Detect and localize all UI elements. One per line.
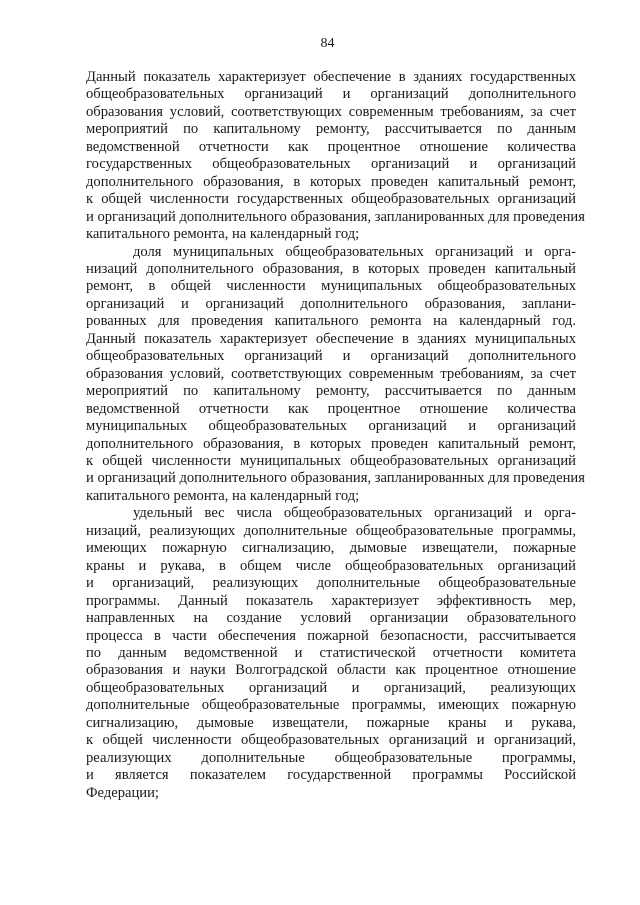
page-number: 84 bbox=[320, 36, 335, 51]
paragraph bbox=[86, 505, 576, 802]
text-line: низаций, реализующих дополнительные общеобразовательные программы, bbox=[86, 522, 576, 539]
text-line: доля муниципальных общеобразовательных организаций и орга- bbox=[133, 243, 576, 260]
paragraph bbox=[86, 69, 585, 244]
text-line: капитального ремонта, на календарный год; bbox=[86, 487, 360, 504]
text-line: к общей численности общеобразовательных организаций и организаций, bbox=[86, 732, 576, 749]
text-line: мероприятий по капитальному ремонту, рассчитывается по данным bbox=[86, 383, 576, 400]
text-line: дополнительные общеобразовательные программы, имеющих пожарную bbox=[86, 697, 576, 714]
text-line: и организаций дополнительного образования, запланированных для проведения bbox=[86, 208, 585, 225]
text-line: организаций и организаций дополнительного образования, заплани- bbox=[86, 295, 576, 312]
text-line: капитального ремонта, на календарный год; bbox=[86, 226, 360, 243]
text-line: общеобразовательных организаций и организаций, реализующих bbox=[86, 679, 576, 696]
text-line: имеющих пожарную сигнализацию, дымовые извещатели, пожарные bbox=[86, 540, 576, 557]
text-line: и является показателем государственной программы Российской bbox=[86, 767, 576, 784]
text-line: реализующих дополнительные общеобразовательные программы, bbox=[86, 749, 576, 766]
text-line: образования условий, соответствующих современным требованиям, за счет bbox=[86, 103, 576, 120]
text-line: Федерации; bbox=[86, 784, 159, 801]
text-line: дополнительного образования, в которых проведен капитальный ремонт, bbox=[86, 435, 576, 452]
text-line: и организаций дополнительного образования, запланированных для проведения bbox=[86, 470, 585, 487]
text-line: рованных для проведения капитального ремонта на календарный год. bbox=[86, 313, 576, 330]
text-line: ремонт, в общей численности муниципальных общеобразовательных bbox=[86, 278, 576, 295]
text-line: процесса в части обеспечения пожарной безопасности, рассчитывается bbox=[86, 627, 576, 644]
text-line: краны и рукава, в общем числе общеобразовательных организаций bbox=[86, 557, 576, 574]
text-line: Данный показатель характеризует обеспечение в зданиях муниципальных bbox=[86, 330, 576, 347]
text-line: образования условий, соответствующих современным требованиям, за счет bbox=[86, 365, 576, 382]
text-line: к общей численности государственных общеобразовательных организаций bbox=[86, 191, 576, 208]
text-line: и организаций, реализующих дополнительные общеобразовательные bbox=[86, 575, 576, 592]
text-line: мероприятий по капитальному ремонту, рассчитывается по данным bbox=[86, 121, 576, 138]
text-line: к общей численности муниципальных общеобразовательных организаций bbox=[86, 452, 576, 469]
text-line: удельный вес числа общеобразовательных организаций и орга- bbox=[133, 505, 576, 522]
text-line: дополнительного образования, в которых проведен капитальный ремонт, bbox=[86, 173, 576, 190]
document-body bbox=[86, 69, 585, 802]
text-line: по данным ведомственной и статистической отчетности комитета bbox=[86, 644, 576, 661]
text-line: ведомственной отчетности как процентное отношение количества bbox=[86, 138, 576, 155]
text-line: муниципальных общеобразовательных организаций и организаций bbox=[86, 418, 576, 435]
text-line: программы. Данный показатель характеризует эффективность мер, bbox=[86, 592, 576, 609]
paragraph bbox=[86, 243, 585, 506]
text-line: общеобразовательных организаций и организаций дополнительного bbox=[86, 348, 576, 365]
text-line: сигнализацию, дымовые извещатели, пожарные краны и рукава, bbox=[86, 714, 576, 731]
text-line: направленных на создание условий организации образовательного bbox=[86, 610, 576, 627]
text-line: образования и науки Волгоградской области как процентное отношение bbox=[86, 662, 576, 679]
text-line: Данный показатель характеризует обеспечение в зданиях государственных bbox=[86, 69, 576, 85]
text-line: государственных общеобразовательных организаций и организаций bbox=[86, 156, 576, 173]
text-line: ведомственной отчетности как процентное отношение количества bbox=[86, 400, 576, 417]
text-line: общеобразовательных организаций и организаций дополнительного bbox=[86, 86, 576, 103]
text-line: низаций дополнительного образования, в которых проведен капитальный bbox=[86, 260, 576, 277]
